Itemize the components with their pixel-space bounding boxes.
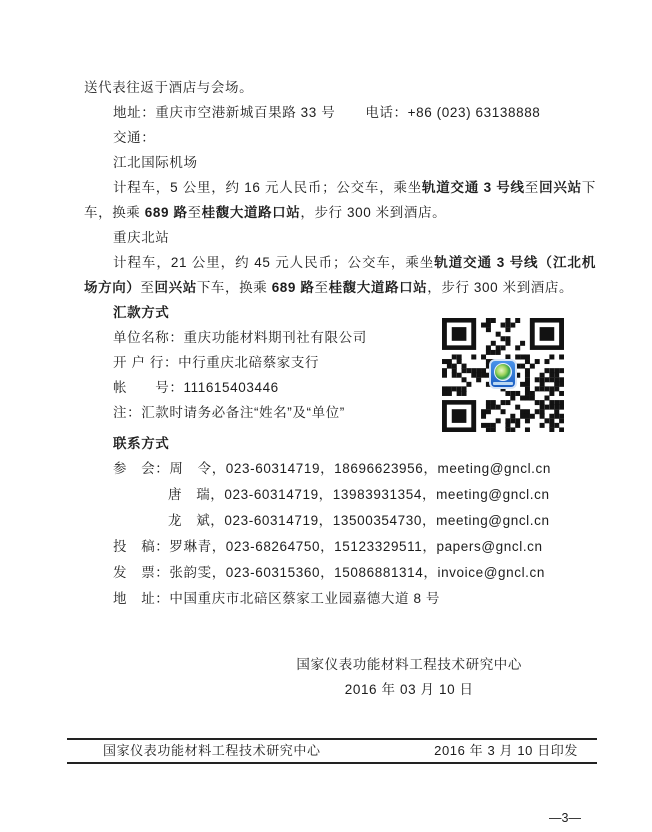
contacts-heading: 联系方式 bbox=[113, 436, 170, 451]
station-title: 重庆北站 bbox=[113, 230, 170, 245]
footer-print-date: 2016 年 3 月 10 日印发 bbox=[434, 743, 578, 758]
contact-row-papers: 投 稿：罗琳青，023-68264750，15123329511，papers@gncl.cn bbox=[113, 539, 543, 554]
payment-heading: 汇款方式 bbox=[113, 305, 170, 320]
payment-note: 注：汇款时请务必备注“姓名”及“单位” bbox=[113, 405, 345, 420]
contact-row-invoice: 发 票：张韵雯，023-60315360，15086881314，invoice@gncl.cn bbox=[113, 565, 545, 580]
contact-row-address: 地 址：中国重庆市北碚区蔡家工业园嘉德大道 8 号 bbox=[113, 591, 441, 606]
footer-organization: 国家仪表功能材料工程技术研究中心 bbox=[103, 743, 321, 758]
signature-block bbox=[296, 652, 522, 702]
airport-route-paragraph: 计程车，5 公里，约 16 元人民币；公交车，乘坐轨道交通 3 号线至回兴站下车，换乘 689 路至桂馥大道路口站，步行 300 米到酒店。 bbox=[84, 180, 596, 220]
qr-code bbox=[442, 318, 564, 432]
signature-date: 2016 年 03 月 10 日 bbox=[344, 682, 474, 697]
logo-label-strip bbox=[493, 382, 513, 385]
page-number: —3— bbox=[549, 811, 581, 825]
wechat-logo-icon bbox=[489, 359, 517, 389]
payment-account-name: 单位名称：重庆功能材料期刊社有限公司 bbox=[113, 330, 367, 345]
contact-row-meeting-2: 唐 瑞，023-60314719，13983931354，meeting@gncl.cn bbox=[168, 487, 550, 502]
transport-section bbox=[84, 150, 596, 300]
contacts-section bbox=[84, 431, 596, 612]
globe-icon bbox=[494, 363, 512, 381]
contact-row-meeting-1: 参 会：周 令，023-60314719，18696623956，meeting@gncl.cn bbox=[113, 461, 551, 476]
signature-organization: 国家仪表功能材料工程技术研究中心 bbox=[296, 657, 522, 672]
traffic-label: 交通： bbox=[113, 130, 156, 145]
hotel-phone: 电话：+86 (023) 63138888 bbox=[365, 105, 541, 120]
payment-account-number: 帐 号：111615403446 bbox=[113, 380, 279, 395]
page-footer bbox=[67, 738, 597, 764]
hotel-address: 地址：重庆市空港新城百果路 33 号 bbox=[113, 105, 336, 120]
intro-paragraph-tail: 送代表往返于酒店与会场。 bbox=[84, 80, 254, 95]
payment-bank: 开 户 行：中行重庆北碚蔡家支行 bbox=[113, 355, 320, 370]
hotel-address-line bbox=[84, 100, 596, 125]
station-route-paragraph: 计程车，21 公里，约 45 元人民币；公交车，乘坐轨道交通 3 号线（江北机场方向）至回兴站下车，换乘 689 路至桂馥大道路口站，步行 300 米到酒店。 bbox=[84, 255, 596, 295]
contact-row-meeting-3: 龙 斌，023-60314719，13500354730，meeting@gncl.cn bbox=[168, 513, 550, 528]
airport-title: 江北国际机场 bbox=[113, 155, 198, 170]
